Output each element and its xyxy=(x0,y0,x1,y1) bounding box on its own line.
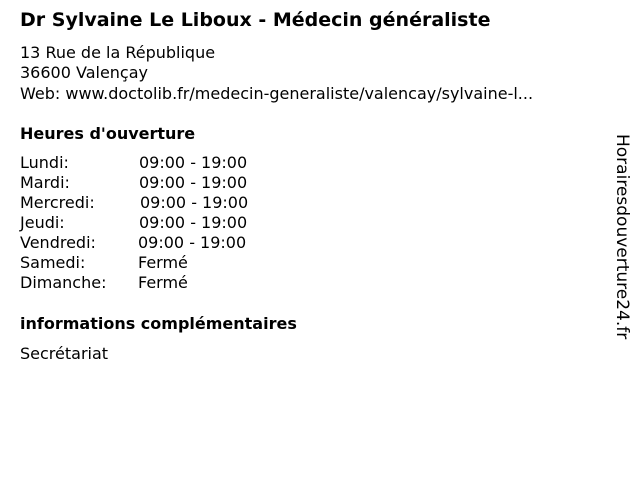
day-label: Lundi: xyxy=(20,153,69,172)
day-hours: 09:00 - 19:00 xyxy=(138,233,247,252)
day-hours: Fermé xyxy=(138,253,188,272)
website-link[interactable]: Web: www.doctolib.fr/medecin-generaliste/valencay/sylvaine-l... xyxy=(20,84,534,103)
day-label: Vendredi: xyxy=(20,233,96,252)
day-label: Samedi: xyxy=(20,253,86,272)
day-hours: Fermé xyxy=(138,273,188,292)
day-label: Mercredi: xyxy=(20,193,95,212)
day-hours: 09:00 - 19:00 xyxy=(139,153,248,172)
page-title: Dr Sylvaine Le Liboux - Médecin généraliste xyxy=(20,9,491,31)
day-hours: 09:00 - 19:00 xyxy=(139,173,248,192)
day-label: Jeudi: xyxy=(20,213,65,232)
day-hours: 09:00 - 19:00 xyxy=(140,193,249,212)
address-street: 13 Rue de la République xyxy=(20,43,216,62)
day-hours: 09:00 - 19:00 xyxy=(139,213,248,232)
day-label: Dimanche: xyxy=(20,273,107,292)
watermark: Horairesdouverture24.fr xyxy=(612,134,632,340)
address-city: 36600 Valençay xyxy=(20,63,148,82)
day-label: Mardi: xyxy=(20,173,70,192)
additional-info-text: Secrétariat xyxy=(20,344,109,363)
additional-info-heading: informations complémentaires xyxy=(20,314,297,333)
opening-hours-heading: Heures d'ouverture xyxy=(20,124,196,143)
